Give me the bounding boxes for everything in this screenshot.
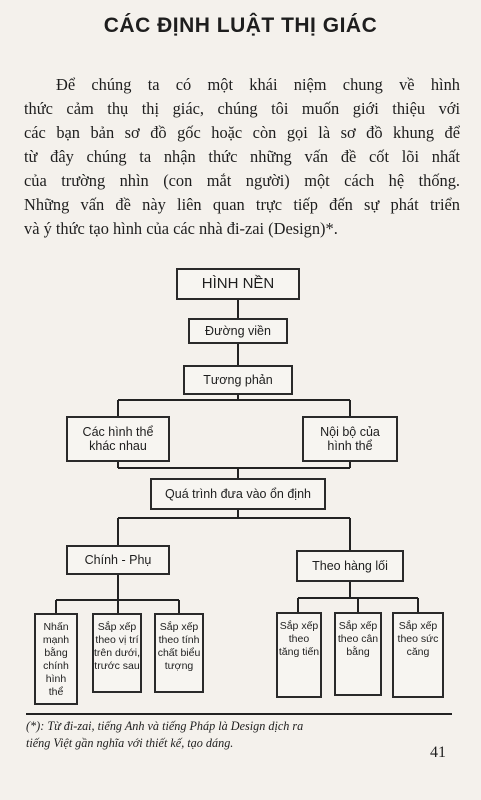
box-leaf-tang-tien: Sắp xếp theo tăng tiến (276, 612, 322, 698)
box-hinh-nen: HÌNH NỀN (176, 268, 300, 300)
box-tuong-phan: Tương phản (183, 365, 293, 395)
paragraph-line: các bạn bản sơ đồ gốc hoặc còn gọi là sơ đồ khung để (24, 123, 460, 142)
box-leaf-bieu-tuong: Sắp xếp theo tính chất biểu tượng (154, 613, 204, 693)
paragraph-line: thức cảm thụ thị giác, chúng tôi muốn giới thiệu với (24, 99, 460, 118)
box-leaf-vi-tri: Sắp xếp theo vị trí trên dưới, trước sau (92, 613, 142, 693)
box-qua-trinh: Quá trình đưa vào ổn định (150, 478, 326, 510)
box-theo-hang-loi: Theo hàng lối (296, 550, 404, 582)
paragraph-line: Để chúng ta có một khái niệm chung về hình (56, 75, 460, 94)
box-cac-hinh-the: Các hình thể khác nhau (66, 416, 170, 462)
paragraph-line: và ý thức tạo hình của các nhà đi-zai (Design)*. (24, 219, 338, 238)
footnote (26, 718, 462, 752)
paragraph-line: của trường nhìn (con mắt người) một cách hệ thống. (24, 171, 460, 190)
box-duong-vien: Đường viền (188, 318, 288, 344)
box-leaf-suc-cang: Sắp xếp theo sức căng (392, 612, 444, 698)
footnote-rule (26, 713, 452, 715)
paragraph-line: Những vấn đề này liên quan trực tiếp đến sự phát triển (24, 195, 460, 214)
box-leaf-can-bang: Sắp xếp theo cân bằng (334, 612, 382, 696)
page-number: 41 (430, 744, 446, 761)
box-leaf-nhan-manh: Nhấn mạnh bằng chính hình thể (34, 613, 78, 705)
footnote-line: (*): Từ đi-zai, tiếng Anh và tiếng Pháp là Design dịch ra (26, 719, 304, 733)
footnote-line: tiếng Việt gần nghĩa với thiết kế, tạo dáng. (26, 736, 234, 750)
paragraph-line: từ đây chúng ta nhận thức những vấn đề cốt lõi nhất (24, 147, 460, 166)
box-noi-bo: Nội bộ của hình thể (302, 416, 398, 462)
page-title: CÁC ĐỊNH LUẬT THỊ GIÁC (103, 14, 378, 37)
box-chinh-phu: Chính - Phụ (66, 545, 170, 575)
